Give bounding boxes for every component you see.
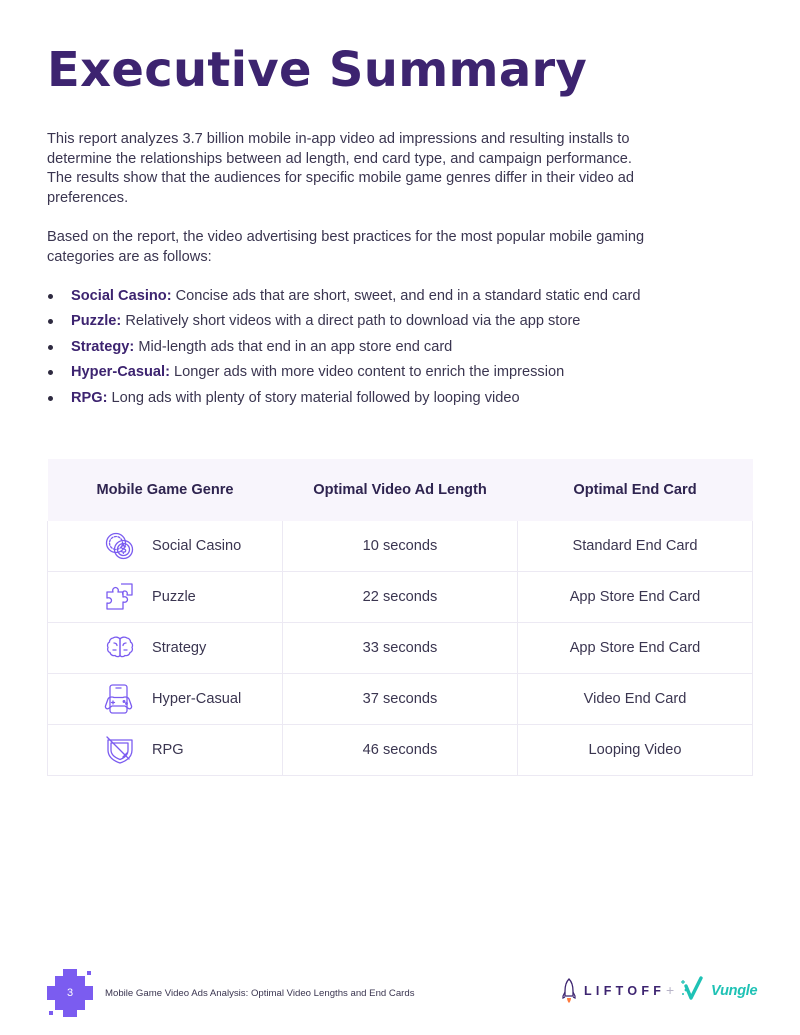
list-item-text: Relatively short videos with a direct path to download via the app store bbox=[121, 313, 581, 330]
list-item-term: Hyper-Casual: bbox=[71, 364, 170, 381]
ad-length-cell: 33 seconds bbox=[283, 623, 518, 674]
ad-length-cell: 37 seconds bbox=[283, 674, 518, 725]
intro-paragraph: This report analyzes 3.7 billion mobile in-app video ad impressions and resulting installs to determine the relationships between ad length, end card type, and campaign performance. The results show that the audiences for specific mobile game genres differ in their video ad preferences. bbox=[47, 131, 635, 206]
vungle-logo: Vungle bbox=[711, 983, 758, 999]
genre-cell bbox=[48, 572, 283, 623]
ad-length-cell: 46 seconds bbox=[283, 725, 518, 776]
genre-name: Hyper-Casual bbox=[152, 691, 242, 707]
column-header-end-card: Optimal End Card bbox=[518, 459, 753, 521]
genre-name: Strategy bbox=[152, 640, 207, 656]
genre-cell bbox=[48, 521, 283, 572]
list-item-text: Mid-length ads that end in an app store end card bbox=[134, 338, 453, 355]
casino-chips-icon bbox=[104, 530, 136, 562]
list-item bbox=[47, 336, 640, 361]
genre-name: Social Casino bbox=[152, 538, 242, 554]
logo-plus: + bbox=[666, 982, 675, 998]
footer-document-title: Mobile Game Video Ads Analysis: Optimal Video Lengths and End Cards bbox=[105, 988, 415, 999]
list-item-term: RPG: bbox=[71, 389, 108, 406]
partner-logos bbox=[562, 976, 757, 1006]
genre-cell bbox=[48, 674, 283, 725]
rocket-icon bbox=[562, 978, 576, 1004]
list-item bbox=[47, 387, 640, 412]
liftoff-logo: LIFTOFF bbox=[584, 984, 666, 998]
end-card-cell: Standard End Card bbox=[518, 521, 753, 572]
best-practices-list bbox=[47, 285, 640, 412]
end-card-cell: Looping Video bbox=[518, 725, 753, 776]
genre-name: Puzzle bbox=[152, 589, 196, 605]
end-card-cell: App Store End Card bbox=[518, 572, 753, 623]
end-card-cell: App Store End Card bbox=[518, 623, 753, 674]
column-header-genre: Mobile Game Genre bbox=[48, 459, 283, 521]
list-item bbox=[47, 361, 640, 386]
list-item-text: Long ads with plenty of story material followed by looping video bbox=[107, 389, 520, 406]
end-card-cell: Video End Card bbox=[518, 674, 753, 725]
table-row bbox=[48, 674, 753, 725]
list-item-text: Longer ads with more video content to enrich the impression bbox=[169, 364, 565, 381]
column-header-ad-length: Optimal Video Ad Length bbox=[283, 459, 518, 521]
puzzle-piece-icon bbox=[104, 581, 136, 613]
list-item-term: Puzzle: bbox=[71, 313, 122, 330]
page-title: Executive Summary bbox=[47, 42, 588, 98]
list-item-text: Concise ads that are short, sweet, and end in a standard static end card bbox=[171, 288, 641, 304]
genre-summary-table bbox=[47, 459, 753, 776]
ad-length-cell: 22 seconds bbox=[283, 572, 518, 623]
genre-cell bbox=[48, 623, 283, 674]
table-header-row bbox=[48, 459, 753, 521]
ad-length-cell: 10 seconds bbox=[283, 521, 518, 572]
table-row bbox=[48, 521, 753, 572]
table-row bbox=[48, 623, 753, 674]
list-item bbox=[47, 285, 640, 310]
best-practices-paragraph: Based on the report, the video advertising best practices for the most popular mobile gaming categories are as follows: bbox=[47, 229, 645, 265]
genre-cell bbox=[48, 725, 283, 776]
sword-shield-icon bbox=[104, 734, 136, 766]
list-item-term: Social Casino: bbox=[71, 288, 172, 304]
phone-gamepad-icon bbox=[104, 683, 136, 715]
vungle-mark-icon bbox=[680, 976, 706, 1004]
table-row bbox=[48, 725, 753, 776]
table-row bbox=[48, 572, 753, 623]
list-item bbox=[47, 310, 640, 335]
brain-icon bbox=[104, 632, 136, 664]
genre-name: RPG bbox=[152, 742, 184, 758]
page-number: 3 bbox=[66, 987, 74, 999]
list-item-term: Strategy: bbox=[71, 338, 135, 355]
